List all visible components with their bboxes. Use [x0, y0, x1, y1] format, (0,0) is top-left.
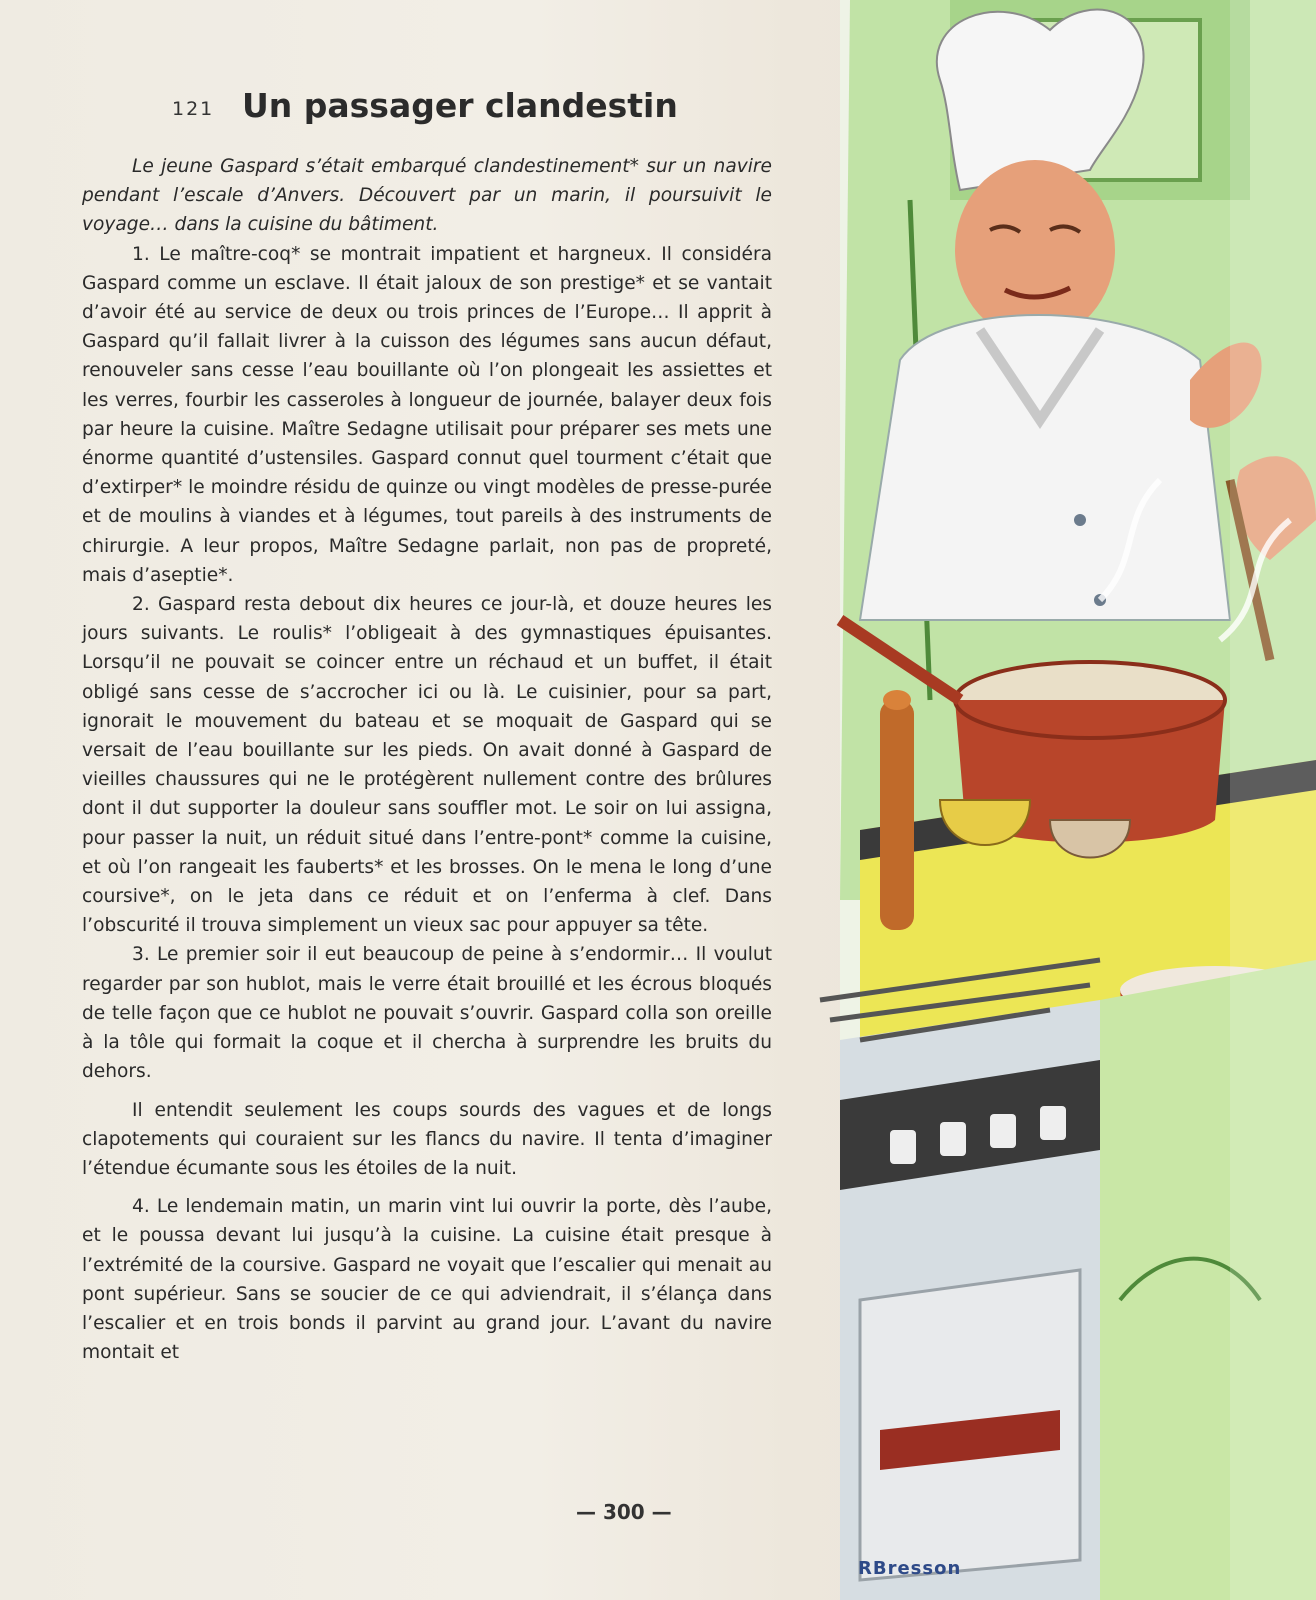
paragraph-2: 2. Gaspard resta debout dix heures ce jour-là, et douze heures les jours suivants. Le roulis* l’obligeait à des gymnastiques épuisantes. Lorsqu’il ne pouvait se coincer entre un réchaud et un buffet, il était obligé sans cesse de s’accrocher ici ou là. Le cuisinier, pour sa part, ignorait le mouvement du bateau et se moquait de Gaspard qui se versait de l’eau bouillante sur les pieds. On avait donné à Gaspard de vieilles chaussures qui ne le protégèrent nullement contre des brûlures dont il dut supporter la douleur sans souffler mot. Le soir on lui assigna, pour passer la nuit, un réduit situé dans l’entre-pont* comme la cuisine, et où l’on rangeait les fauberts* et les brosses. On le mena le long d’une coursive*, on le jeta dans ce réduit et on l’enferma à clef. Dans l’obscurité il trouva simplement un vieux sac pour appuyer sa tête. — [82, 594, 772, 937]
lesson-number: 121 — [172, 98, 215, 120]
page-number: — 300 — — [576, 1500, 672, 1524]
paragraph-1: 1. Le maître-coq* se montrait impatient et hargneux. Il considéra Gaspard comme un esclave. Il était jaloux de son prestige* et se vantait d’avoir été au service de deux ou trois princes de l’Europe… Il apprit à Gaspard qu’il fallait livrer à la cuisson des légumes sans aucun défaut, renouveler sans cesse l’eau bouillante où l’on plongeait les assiettes et les verres, fourbir les casseroles à longueur de journée, balayer deux fois par heure la cuisine. Maître Sedagne utilisait pour préparer ses mets une énorme quantité d’ustensiles. Gaspard connut quel tourment c’était que d’extirper* le moindre résidu de quinze ou vingt modèles de presse-purée et de moulins à viandes et à légumes, tout pareils à des instruments de chirurgie. A leur propos, Maître Sedagne parlait, non pas de propreté, mais d’aseptie*. — [82, 243, 772, 586]
artist-signature: RBresson — [858, 1558, 962, 1579]
paragraph-4: 4. Le lendemain matin, un marin vint lui ouvrir la porte, dès l’aube, et le poussa devant lui jusqu’à la cuisine. La cuisine était presque à l’extrémité de la coursive. Gaspard ne voyait que l’escalier qui menait au pont supérieur. Sans se soucier de ce qui adviendrait, il s’élança dans l’escalier et en trois bonds il parvint au grand jour. L’avant du navire montait et — [82, 1196, 772, 1364]
text-column — [82, 82, 772, 1367]
intro-paragraph: Le jeune Gaspard s’était embarqué clandestinement* sur un navire pendant l’escale d’Anvers. Découvert par un marin, il poursuivit le voyage… dans la cuisine du bâtiment. — [82, 156, 772, 236]
paragraph-3b: Il entendit seulement les coups sourds des vagues et de longs clapotements qui couraient sur les flancs du navire. Il tenta d’imaginer l’étendue écumante sous les étoiles de la nuit. — [82, 1099, 772, 1179]
lesson-heading — [172, 82, 772, 132]
paragraph-3: 3. Le premier soir il eut beaucoup de peine à s’endormir… Il voulut regarder par son hublot, mais le verre était brouillé et les écrous bloqués de telle façon que ce hublot ne pouvait s’ouvrir. Gaspard colla son oreille à la tôle qui formait la coque et il chercha à surprendre les bruits du dehors. — [82, 944, 772, 1083]
lesson-title: Un passager clandestin — [242, 86, 678, 125]
chef-cooking-illustration — [800, 0, 1316, 1600]
lesson-text — [82, 152, 772, 1367]
